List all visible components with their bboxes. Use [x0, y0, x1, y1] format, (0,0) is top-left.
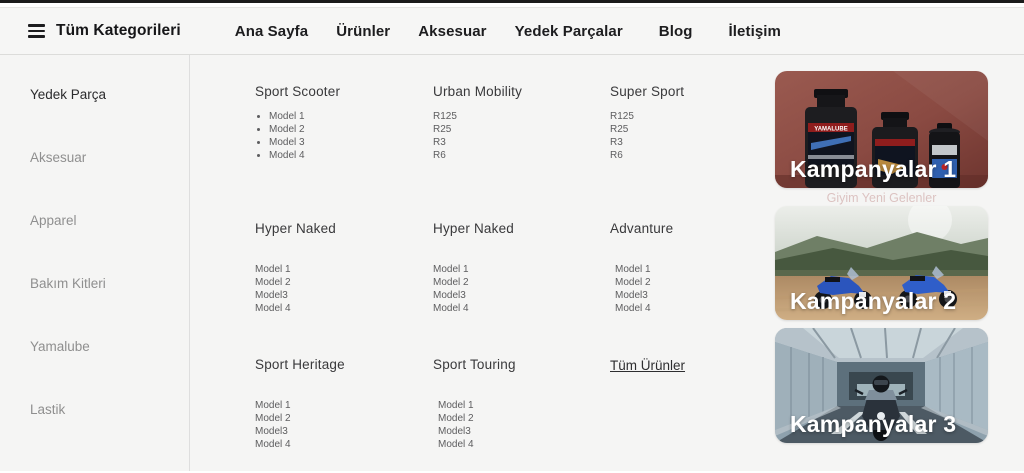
- model-link[interactable]: Model3: [438, 426, 471, 437]
- model-link[interactable]: R6: [610, 150, 623, 161]
- sidebar-item-yamalube[interactable]: Yamalube: [30, 339, 90, 354]
- promo-card-3[interactable]: [775, 328, 988, 443]
- sidebar-item-aksesuar[interactable]: Aksesuar: [30, 150, 87, 165]
- model-link[interactable]: • Model 2: [269, 123, 433, 136]
- nav-link-products[interactable]: Ürünler: [336, 22, 391, 40]
- section-title[interactable]: Hyper Naked: [255, 221, 336, 236]
- section-hyper-naked-2: [433, 221, 610, 357]
- model-link[interactable]: R3: [610, 137, 623, 148]
- all-categories-label: Tüm Kategorileri: [56, 22, 181, 39]
- model-link[interactable]: Model 2: [255, 277, 291, 288]
- model-link[interactable]: Model 1: [433, 264, 469, 275]
- section-sport-scooter: [255, 84, 433, 221]
- section-title[interactable]: Hyper Naked: [433, 221, 514, 236]
- model-link[interactable]: Model 4: [255, 439, 291, 450]
- section-hyper-naked-1: [255, 221, 433, 357]
- section-title[interactable]: Urban Mobility: [433, 84, 523, 99]
- model-link[interactable]: Model 2: [615, 277, 651, 288]
- nav-link-accessories[interactable]: Aksesuar: [418, 22, 487, 40]
- faint-caption-giyim: Giyim Yeni Gelenler: [826, 191, 937, 205]
- nav-link-contact[interactable]: İletişim: [728, 22, 781, 40]
- hamburger-menu-icon: [28, 24, 45, 37]
- promo-column: [765, 55, 1024, 471]
- promo-title: Kampanyalar 1: [790, 156, 957, 182]
- model-link[interactable]: R25: [610, 124, 629, 135]
- promo-card-2[interactable]: [775, 206, 988, 320]
- sidebar-item-yedek-parca[interactable]: Yedek Parça: [30, 87, 107, 102]
- section-title[interactable]: Advanture: [610, 221, 674, 236]
- model-link[interactable]: • Model 3: [269, 136, 433, 149]
- top-navigation-bar: [0, 8, 1024, 55]
- model-link[interactable]: R3: [433, 137, 446, 148]
- model-link[interactable]: Model 1: [255, 264, 291, 275]
- section-title[interactable]: Sport Scooter: [255, 84, 341, 99]
- mega-menu-content: [0, 55, 1024, 471]
- model-link[interactable]: Model 2: [438, 413, 474, 424]
- nav-link-spare-parts[interactable]: Yedek Parçalar: [514, 22, 623, 40]
- section-title[interactable]: Super Sport: [610, 84, 685, 99]
- sidebar-item-bakim-kitleri[interactable]: Bakım Kitleri: [30, 276, 106, 291]
- category-sidebar: [0, 55, 190, 471]
- nav-link-blog[interactable]: Blog: [658, 22, 693, 40]
- nav-link-home[interactable]: Ana Sayfa: [234, 22, 309, 40]
- all-products-link[interactable]: Tüm Ürünler: [610, 358, 686, 373]
- model-link[interactable]: Model 4: [433, 303, 469, 314]
- model-link[interactable]: • Model 4: [269, 149, 433, 162]
- svg-text:YAMALUBE: YAMALUBE: [814, 126, 848, 133]
- promo-card-1[interactable]: [775, 71, 988, 188]
- model-link[interactable]: • Model 1: [269, 110, 433, 123]
- section-urban-mobility: [433, 84, 610, 221]
- model-link[interactable]: Model 4: [438, 439, 474, 450]
- model-link[interactable]: Model 4: [615, 303, 651, 314]
- model-link[interactable]: Model3: [433, 290, 466, 301]
- model-link[interactable]: Model 4: [255, 303, 291, 314]
- model-link[interactable]: R125: [433, 111, 457, 122]
- section-title[interactable]: Sport Heritage: [255, 357, 345, 372]
- promo-title: Kampanyalar 3: [790, 411, 957, 437]
- model-link[interactable]: Model 1: [255, 400, 291, 411]
- model-link[interactable]: Model 1: [438, 400, 474, 411]
- section-sport-heritage: [255, 357, 433, 471]
- model-link[interactable]: Model3: [255, 426, 288, 437]
- card-gap: [775, 320, 1024, 328]
- model-link[interactable]: R25: [433, 124, 452, 135]
- model-link[interactable]: Model 2: [433, 277, 469, 288]
- model-link[interactable]: Model3: [615, 290, 648, 301]
- promo-title: Kampanyalar 2: [790, 288, 957, 314]
- all-categories-button[interactable]: [28, 22, 181, 40]
- model-link[interactable]: Model 1: [615, 264, 651, 275]
- sidebar-item-apparel[interactable]: Apparel: [30, 213, 77, 228]
- product-sections-grid: [190, 55, 765, 471]
- model-link[interactable]: Model3: [255, 290, 288, 301]
- model-link[interactable]: R125: [610, 111, 634, 122]
- model-link[interactable]: R6: [433, 150, 446, 161]
- section-title[interactable]: Sport Touring: [433, 357, 516, 372]
- model-link[interactable]: Model 2: [255, 413, 291, 424]
- main-nav: [221, 23, 795, 40]
- sidebar-item-lastik[interactable]: Lastik: [30, 402, 66, 417]
- section-sport-touring: [433, 357, 610, 471]
